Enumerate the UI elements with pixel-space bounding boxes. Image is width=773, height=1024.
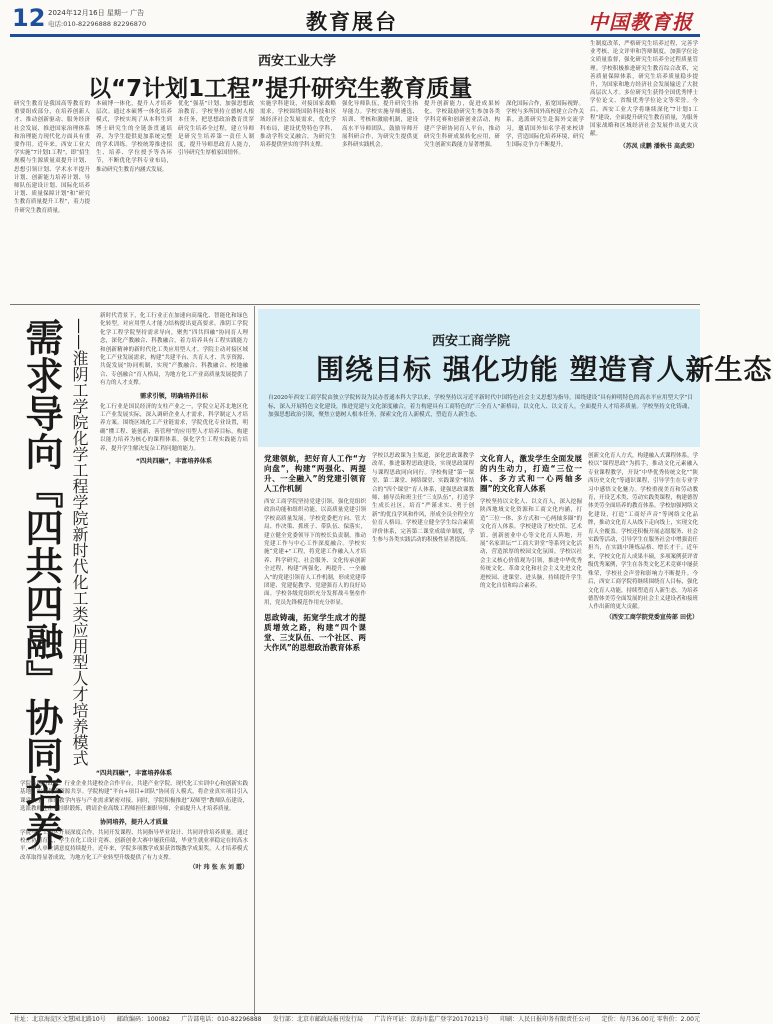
article2-lower-column — [20, 765, 248, 1011]
article3-subheading: 文化育人，激发学生全面发展的内生动力，打造“三位一体、多方式和一心两轴多圈”的文化育人体系 — [480, 454, 582, 493]
footer — [14, 1014, 700, 1023]
footer-postcode: 邮政编码：100082 — [117, 1016, 170, 1023]
article2-subtitle: ——淮阴工学院化学工程学院新时代化工类应用型人才培养模式 — [70, 318, 89, 766]
article3-body: 创新文化育人方式，构建融入式课程体系。学校以“课程思政”为抓手，推动文化元素融入专业课程教学，开设“中华优秀传统文化”“陕西历史文化”等通识课程，引导学生在专业学习中感悟文化魅力。学校重视美育和劳动教育，开设艺术类、劳动实践类课程，构建德智体美劳全面培养的教育体系。学校加强网络文化建设，打造“工商好声音”等网络文化品牌，推动文化育人从线下走向线上，实现文化育人全覆盖。学校还积极开展志愿服务、社会实践等活动，引导学生在服务社会中增强责任担当，在实践中锤炼品格、增长才干。近年来，学校文化育人成果丰硕，多项案例获评省级优秀案例，学生在各类文化艺术竞赛中屡获殊荣，学校社会声誉和影响力不断提升。今后，西安工商学院将继续围绕育人目标，强化文化育人功能，持续塑造育人新生态，为培养德智体美劳全面发展的社会主义建设者和接班人作出新的更大贡献。 — [588, 453, 699, 611]
article3-subheading: 思政铸魂，拓宽学生成才的提质增效之路，构建“四个课堂、三支队伍、一个社区、两大作风”的思想政治教育体系 — [264, 613, 366, 653]
article3-title: 围绕目标 强化功能 塑造育人新生态 — [316, 353, 773, 386]
footer-license: 广告许可证：京海市监广登字20170213号 — [374, 1016, 489, 1023]
article3-column — [264, 452, 366, 1012]
article1-subtitle: 西安工业大学 — [258, 54, 337, 69]
article3-column — [372, 452, 474, 1012]
article2-body: 学院与地方政府、行业企业共建校企合作平台，共建产业学院、现代化工实训中心和创新实践基地，实现优质资源共享。学院构建“平台+项目+团队”协同育人模式，将企业真实项目引入课堂教学，推动教学内容与产业需求紧密对接。同时，学院积极推进“双师型”教师队伍建设，选派教师赴企业挂职锻炼，聘请企业高级工程师担任兼职导师，全面提升人才培养质量。 — [20, 781, 248, 813]
section-title: 教育展台 — [306, 10, 398, 34]
newspaper-logo: 中国教育报 — [588, 10, 693, 34]
article3-subheading: 党建领航，把好育人工作“方向盘”，构建“两强化、两提升、一全融入”的党建引领育人工作机制 — [264, 454, 366, 493]
column-divider — [254, 306, 255, 1016]
article1-column: 强化导师队伍，提升研究生指导能力。学校实施导师遴选、培训、考核和激励机制，建设高水平导师团队，鼓励导师开展科研合作，为研究生提供更多科研实践机会。 — [342, 101, 418, 149]
article1-column: 实施学科建设，对接国家战略需求。学校围绕国防科技和区域经济社会发展需求，优化学科布局，建设优势特色学科，推动学科交叉融合，为研究生培养提供坚实的学科支撑。 — [260, 101, 336, 149]
middle-rule — [10, 304, 700, 305]
article3-body: 学校坚持以文化人、以文育人，深入挖掘陕西地域文化资源和工商文化内涵，打造“三位一体、多方式和一心两轴多圈”的文化育人体系。学校建设了校史馆、艺术馆、创新创业中心等文化育人阵地，开展“名家讲坛”“工商大讲堂”等系列文化活动，营造浓厚的校园文化氛围。学校以社会主义核心价值观为引领，推进中华优秀传统文化、革命文化和社会主义先进文化进校园、进课堂、进头脑，持续提升学生的文化自信和综合素养。 — [480, 499, 582, 590]
article2-intro: 新时代背景下，化工行业正在加速向高端化、智能化和绿色化转型，对应用型人才能力结构提出更高要求。淮阴工学院化学工程学院坚持需求导向，聚焦“四共四融”协同育人理念，深化产教融合、科教融合，着力培养具有工程实践能力和创新精神的新时代化工类应用型人才。学院主动对接区域化工产业发展需求，构建“共建平台、共育人才、共享资源、共促发展”协同机制，实现“产教融合、科教融合、校地融合、专创融合”育人格局，为地方化工产业高质量发展提供了有力的人才支撑。 — [100, 313, 248, 387]
article3-body: 西安工商学院坚持党建引领，强化党组织政治功能和组织功能，以高质量党建引领学校高质量发展。学校党委把方向、管大局、作决策、抓班子、带队伍、保落实，建立健全党委领导下的校长负责制，推动党建工作与中心工作深度融合。学校实施“党建+”工程，将党建工作融入人才培养、科学研究、社会服务、文化传承创新全过程，构建“两强化、两提升、一全融入”的党建引领育人工作机制，形成党建带团建、党建促教学、党建强育人的良好局面。学校各级党组织充分发挥战斗堡垒作用，党员先锋模范作用充分彰显。 — [264, 499, 366, 606]
article2-body: 化工行业是国民经济的支柱产业之一，学院立足苏北地区化工产业发展实际，深入调研企业人才需求，科学制定人才培养方案。围绕区域化工产业链需求，学院优化专业设置，明确“懂工程、能创新、善管理”的应用型人才培养目标，构建以能力培养为核心的课程体系，强化学生工程实践能力培养，提升学生解决复杂工程问题的能力。 — [100, 403, 248, 452]
phone-line: 电话:010-82296888 82296870 — [48, 20, 147, 28]
article3-byline: （西安工商学院党委宣传部 田优） — [605, 613, 698, 621]
footer-address: 社址：北京海淀区文慧园北路10号 — [14, 1016, 106, 1023]
article3-subtitle: 西安工商学院 — [432, 334, 511, 349]
article1-column: 研究生教育是我国高等教育的重要组成部分，在培养创新人才、推动创新驱动、服务经济社会发展、推进国家治理体系和治理能力现代化方面具有重要作用。近年来，西安工业大学实施“7计划1工程”，即“招生规模与生源质量双提升计划、思想引领计划、学术水平提升计划、创新能力培养计划、导师队伍建设计划、国际化培养计划、质量保障计划”和“研究生教育质量提升工程”，着力提升研究生教育质量。 — [14, 101, 90, 214]
article1-title: 以“7计划1工程”提升研究生教育质量 — [88, 76, 473, 102]
article2-section-heading: “四共四融”，丰富培养体系 — [135, 458, 213, 466]
date-line: 2024年12月16日 星期一 广告 — [48, 9, 145, 17]
notice-byline: （苏凤 成鹏 潘秋书 高武荣） — [619, 143, 698, 151]
article3-column — [588, 452, 698, 1012]
footer-issue: 发行部：北京市邮政局报刊发行局 — [272, 1016, 363, 1023]
article3-column — [480, 452, 582, 1012]
article2-title: 需求导向『四共四融』协同培养 — [19, 318, 64, 850]
article2-section-heading: 需求引领，明确培养目标 — [139, 392, 209, 400]
article1-column: 本硕博一体化，提升人才培养层次。通过本硕博一体化培养模式，学校实现了从本科生到博士研究生的全链条贯通培养，为学生提供更加系统完整的学术训练。学校统筹推进招生、培养、学位授予等各环节，不断优化学科专业布局，推动研究生教育内涵式发展。 — [96, 101, 172, 173]
page-number: 12 — [12, 4, 46, 32]
article2-intro-column — [100, 312, 248, 712]
article2-byline: （叶 玮 张 东 刘 霞） — [189, 864, 248, 872]
footer-printer: 印刷：人民日报印务有限责任公司 — [500, 1016, 591, 1023]
article3-body: 学校以思政课为主渠道，深化思政课教学改革，推进课程思政建设，实现思政课程与课程思政同向同行。学校构建“第一课堂、第二课堂、网络课堂、实践课堂”相结合的“四个课堂”育人体系，建强思政课教师、辅导员和班主任“三支队伍”，打造学生成长社区，培育“严谨求实、勇于创新”的优良学风和作风，形成全员全程全方位育人格局。学校建立健全学生综合素质评价体系，完善第二课堂成绩单制度，学生参与各类实践活动的积极性显著提高。 — [372, 453, 474, 544]
article2-section-heading: “四共四融”，丰富培养体系 — [95, 770, 173, 777]
footer-price: 定价：每月36.00元 零售价：2.00元 — [601, 1016, 700, 1023]
article1-column: 提升创新能力，促进成果转化。学校鼓励研究生参加各类学科竞赛和创新创业活动，构建产学研协同育人平台，推动研究生科研成果转化应用，研究生创新实践能力显著增强。 — [424, 101, 500, 149]
notice-text: 生制度改革，严格研究生培养过程，完善学业考核、论文评审和答辩制度，加强学位论文质量监督，强化研究生培养全过程质量管理。学校积极推进研究生教育综合改革，完善质量保障体系，研究生培养质量稳步提升，为国家和地方经济社会发展输送了大批高层次人才。多位研究生获得全国优秀博士学位论文、省级优秀学位论文等荣誉。今后，西安工业大学将继续深化“7计划1工程”建设，全面提升研究生教育质量，为服务国家战略和区域经济社会发展作出更大贡献。 — [590, 41, 698, 138]
article3-lead: 自2020年西安工商学院由独立学院转设为民办普通本科大学以来，学校坚持以习近平新时代中国特色社会主义思想为指导，围绕建设“具有鲜明特色的高水平应用型大学”目标，深入开展特色文化建设，推进党建与文化深度融合，着力构建具有工商特色的“三全育人”新格局，以文化人、以文育人，全面提升人才培养质量。学校坚持文化铸魂，加强思想政治引领，聚焦立德树人根本任务，探索文化育人新模式，塑造育人新生态。 — [268, 395, 693, 419]
footer-ad-phone: 广告部电话：010-82296888 — [181, 1016, 262, 1023]
article2-section-heading: 协同培养，提升人才质量 — [99, 818, 169, 826]
notice-column — [590, 40, 698, 302]
article2-body: 学院与化工园区开展深度合作，共同开发课程、共同指导毕业设计、共同评价培养质量。通过校企协同育人，学生在化工设计竞赛、创新创业大赛中屡获佳绩，毕业生就业率稳定在较高水平，用人单位满意度持续提升。近年来，学院多项教学成果获省级教学成果奖，人才培养模式改革取得显著成效，为地方化工产业转型升级提供了有力支撑。 — [20, 829, 248, 861]
article1-column: 优化“强基”计划，加强思想政治教育。学校坚持立德树人根本任务，把思想政治教育贯穿研究生培养全过程，建立导师是研究生培养第一责任人制度，提升导师思政育人能力，引导研究生厚植家国情怀。 — [178, 101, 254, 157]
article1-column: 深化国际合作，拓宽国际视野。学校与多所国外高校建立合作关系，选派研究生赴海外交流学习，邀请国外知名学者来校讲学，营造国际化培养环境，研究生国际竞争力不断提升。 — [506, 101, 584, 149]
top-rule — [10, 34, 700, 37]
